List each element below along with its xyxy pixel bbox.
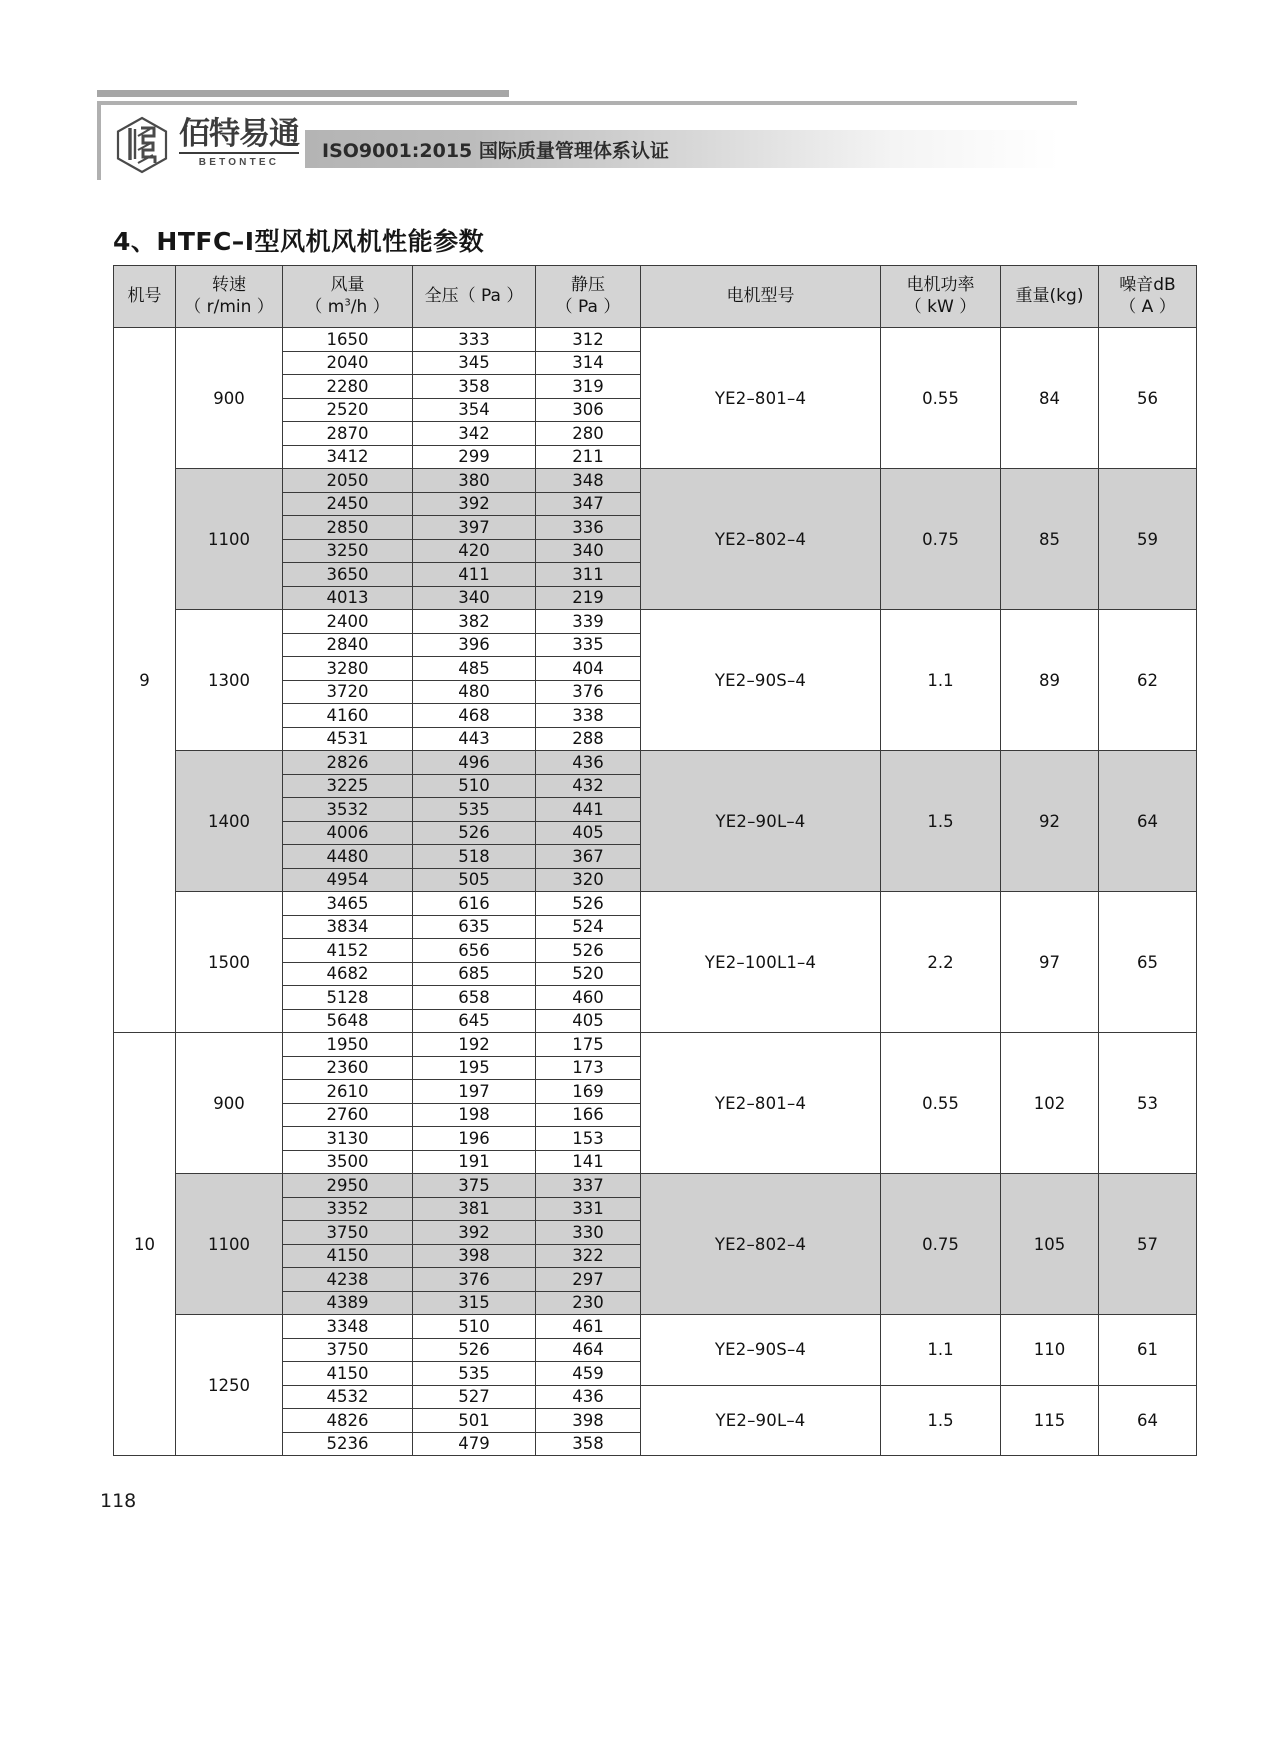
table-row (114, 1174, 1197, 1198)
static-pressure-cell: 348 (536, 469, 641, 493)
total-pressure-cell: 392 (413, 492, 536, 516)
airflow-cell: 5236 (283, 1432, 413, 1456)
airflow-cell: 1650 (283, 328, 413, 352)
noise-cell: 64 (1099, 751, 1197, 892)
total-pressure-cell: 381 (413, 1197, 536, 1221)
motor-model-cell: YE2–90L–4 (641, 751, 881, 892)
static-pressure-cell: 367 (536, 845, 641, 869)
total-pressure-cell: 510 (413, 1315, 536, 1339)
motor-power-cell: 0.55 (881, 328, 1001, 469)
column-header-1 (176, 266, 283, 328)
airflow-cell: 3500 (283, 1150, 413, 1174)
total-pressure-cell: 196 (413, 1127, 536, 1151)
column-header-line2: （ Pa ） (555, 296, 621, 317)
noise-cell: 65 (1099, 892, 1197, 1033)
airflow-cell: 4826 (283, 1409, 413, 1433)
static-pressure-cell: 335 (536, 633, 641, 657)
table-body (114, 328, 1197, 1456)
total-pressure-cell: 380 (413, 469, 536, 493)
static-pressure-cell: 461 (536, 1315, 641, 1339)
airflow-cell: 2850 (283, 516, 413, 540)
header-rule-top (97, 90, 509, 97)
column-header-5 (641, 266, 881, 328)
column-header-7 (1001, 266, 1099, 328)
static-pressure-cell: 464 (536, 1338, 641, 1362)
static-pressure-cell: 306 (536, 398, 641, 422)
weight-cell: 92 (1001, 751, 1099, 892)
airflow-cell: 4238 (283, 1268, 413, 1292)
airflow-cell: 3348 (283, 1315, 413, 1339)
rpm-cell: 1300 (176, 610, 283, 751)
static-pressure-cell: 460 (536, 986, 641, 1010)
weight-cell: 115 (1001, 1385, 1099, 1456)
static-pressure-cell: 288 (536, 727, 641, 751)
rpm-cell: 1400 (176, 751, 283, 892)
rpm-cell: 1100 (176, 1174, 283, 1315)
total-pressure-cell: 198 (413, 1103, 536, 1127)
betontec-logo-icon (113, 116, 171, 174)
column-header-line2: （ $m^3/h$ ） (305, 296, 390, 317)
static-pressure-cell: 339 (536, 610, 641, 634)
airflow-cell: 2840 (283, 633, 413, 657)
airflow-cell: 4150 (283, 1244, 413, 1268)
airflow-cell: 3532 (283, 798, 413, 822)
static-pressure-cell: 166 (536, 1103, 641, 1127)
airflow-cell: 3412 (283, 445, 413, 469)
total-pressure-cell: 658 (413, 986, 536, 1010)
table-header (114, 266, 1197, 328)
static-pressure-cell: 441 (536, 798, 641, 822)
static-pressure-cell: 376 (536, 680, 641, 704)
airflow-cell: 4954 (283, 868, 413, 892)
airflow-cell: 4531 (283, 727, 413, 751)
airflow-cell: 5128 (283, 986, 413, 1010)
static-pressure-cell: 173 (536, 1056, 641, 1080)
airflow-cell: 4480 (283, 845, 413, 869)
total-pressure-cell: 192 (413, 1033, 536, 1057)
airflow-cell: 2040 (283, 351, 413, 375)
static-pressure-cell: 436 (536, 1385, 641, 1409)
static-pressure-cell: 211 (536, 445, 641, 469)
airflow-cell: 2520 (283, 398, 413, 422)
column-header-line1: 电机功率 (906, 274, 975, 295)
iso-certification-banner (305, 130, 1060, 168)
airflow-cell: 2870 (283, 422, 413, 446)
table-row (114, 1033, 1197, 1057)
total-pressure-cell: 656 (413, 939, 536, 963)
total-pressure-cell: 526 (413, 1338, 536, 1362)
motor-model-cell: YE2–801–4 (641, 328, 881, 469)
airflow-cell: 3280 (283, 657, 413, 681)
column-header-line1: 机号 (127, 285, 162, 306)
table-row (114, 1315, 1197, 1339)
static-pressure-cell: 230 (536, 1291, 641, 1315)
motor-power-cell: 0.75 (881, 1174, 1001, 1315)
column-header-8 (1099, 266, 1197, 328)
airflow-cell: 2450 (283, 492, 413, 516)
airflow-cell: 4152 (283, 939, 413, 963)
total-pressure-cell: 299 (413, 445, 536, 469)
total-pressure-cell: 468 (413, 704, 536, 728)
total-pressure-cell: 397 (413, 516, 536, 540)
table-header-row (114, 266, 1197, 328)
rpm-cell: 900 (176, 1033, 283, 1174)
header-rule-left (97, 101, 101, 180)
static-pressure-cell: 153 (536, 1127, 641, 1151)
static-pressure-cell: 405 (536, 1009, 641, 1033)
static-pressure-cell: 314 (536, 351, 641, 375)
total-pressure-cell: 411 (413, 563, 536, 587)
total-pressure-cell: 485 (413, 657, 536, 681)
weight-cell: 84 (1001, 328, 1099, 469)
column-header-line2: （ A ） (1119, 296, 1176, 317)
total-pressure-cell: 375 (413, 1174, 536, 1198)
static-pressure-cell: 526 (536, 892, 641, 916)
motor-model-cell: YE2–90S–4 (641, 610, 881, 751)
column-header-0 (114, 266, 176, 328)
total-pressure-cell: 340 (413, 586, 536, 610)
motor-power-cell: 1.1 (881, 1315, 1001, 1386)
total-pressure-cell: 358 (413, 375, 536, 399)
brand-name-cn: 佰特易通 (179, 116, 299, 152)
airflow-cell: 3130 (283, 1127, 413, 1151)
weight-cell: 105 (1001, 1174, 1099, 1315)
static-pressure-cell: 169 (536, 1080, 641, 1104)
motor-model-cell: YE2–100L1–4 (641, 892, 881, 1033)
table-row (114, 469, 1197, 493)
static-pressure-cell: 330 (536, 1221, 641, 1245)
total-pressure-cell: 685 (413, 962, 536, 986)
machine-number-cell: 9 (114, 328, 176, 1033)
airflow-cell: 2950 (283, 1174, 413, 1198)
airflow-cell: 3720 (283, 680, 413, 704)
airflow-cell: 3352 (283, 1197, 413, 1221)
column-header-line1: 重量(kg) (1015, 285, 1084, 306)
airflow-cell: 2610 (283, 1080, 413, 1104)
static-pressure-cell: 405 (536, 821, 641, 845)
rpm-cell: 900 (176, 328, 283, 469)
weight-cell: 102 (1001, 1033, 1099, 1174)
total-pressure-cell: 398 (413, 1244, 536, 1268)
total-pressure-cell: 535 (413, 798, 536, 822)
noise-cell: 62 (1099, 610, 1197, 751)
airflow-cell: 2360 (283, 1056, 413, 1080)
column-header-line1: 全压（ Pa ） (424, 285, 524, 306)
column-header-6 (881, 266, 1001, 328)
total-pressure-cell: 510 (413, 774, 536, 798)
total-pressure-cell: 376 (413, 1268, 536, 1292)
static-pressure-cell: 311 (536, 563, 641, 587)
airflow-cell: 4013 (283, 586, 413, 610)
column-header-line2: （ kW ） (904, 296, 977, 317)
iso-certification-text: ISO9001:2015 国际质量管理体系认证 (322, 139, 669, 162)
header-rule-long (97, 101, 1077, 105)
airflow-cell: 3225 (283, 774, 413, 798)
motor-power-cell: 0.55 (881, 1033, 1001, 1174)
static-pressure-cell: 526 (536, 939, 641, 963)
static-pressure-cell: 141 (536, 1150, 641, 1174)
noise-cell: 59 (1099, 469, 1197, 610)
column-header-4 (536, 266, 641, 328)
airflow-cell: 3834 (283, 915, 413, 939)
static-pressure-cell: 524 (536, 915, 641, 939)
brand-wordmark (179, 116, 299, 168)
column-header-line1: 转速 (212, 274, 246, 295)
weight-cell: 85 (1001, 469, 1099, 610)
airflow-cell: 1950 (283, 1033, 413, 1057)
fan-performance-table (113, 265, 1197, 1456)
airflow-cell: 3465 (283, 892, 413, 916)
static-pressure-cell: 280 (536, 422, 641, 446)
static-pressure-cell: 319 (536, 375, 641, 399)
column-header-line1: 静压 (571, 274, 605, 295)
rpm-cell: 1250 (176, 1315, 283, 1456)
static-pressure-cell: 358 (536, 1432, 641, 1456)
motor-power-cell: 2.2 (881, 892, 1001, 1033)
static-pressure-cell: 337 (536, 1174, 641, 1198)
total-pressure-cell: 197 (413, 1080, 536, 1104)
total-pressure-cell: 645 (413, 1009, 536, 1033)
total-pressure-cell: 501 (413, 1409, 536, 1433)
airflow-cell: 4532 (283, 1385, 413, 1409)
column-header-line1: 噪音dB (1119, 274, 1176, 295)
total-pressure-cell: 191 (413, 1150, 536, 1174)
total-pressure-cell: 518 (413, 845, 536, 869)
total-pressure-cell: 392 (413, 1221, 536, 1245)
total-pressure-cell: 354 (413, 398, 536, 422)
motor-power-cell: 1.5 (881, 1385, 1001, 1456)
total-pressure-cell: 496 (413, 751, 536, 775)
airflow-cell: 3250 (283, 539, 413, 563)
weight-cell: 110 (1001, 1315, 1099, 1386)
airflow-cell: 3750 (283, 1221, 413, 1245)
total-pressure-cell: 527 (413, 1385, 536, 1409)
weight-cell: 97 (1001, 892, 1099, 1033)
static-pressure-cell: 297 (536, 1268, 641, 1292)
static-pressure-cell: 175 (536, 1033, 641, 1057)
static-pressure-cell: 404 (536, 657, 641, 681)
motor-model-cell: YE2–801–4 (641, 1033, 881, 1174)
airflow-cell: 4389 (283, 1291, 413, 1315)
rpm-cell: 1500 (176, 892, 283, 1033)
table-row (114, 610, 1197, 634)
airflow-cell: 4682 (283, 962, 413, 986)
motor-power-cell: 1.1 (881, 610, 1001, 751)
static-pressure-cell: 436 (536, 751, 641, 775)
column-header-3 (413, 266, 536, 328)
motor-model-cell: YE2–802–4 (641, 469, 881, 610)
airflow-cell: 3650 (283, 563, 413, 587)
machine-number-cell: 10 (114, 1033, 176, 1456)
column-header-line1: 电机型号 (726, 285, 795, 306)
airflow-cell: 2826 (283, 751, 413, 775)
total-pressure-cell: 420 (413, 539, 536, 563)
page-title: 4、HTFC–I型风机风机性能参数 (113, 227, 485, 256)
total-pressure-cell: 382 (413, 610, 536, 634)
static-pressure-cell: 219 (536, 586, 641, 610)
column-header-line2: （ r/min ） (184, 296, 274, 317)
airflow-cell: 5648 (283, 1009, 413, 1033)
total-pressure-cell: 342 (413, 422, 536, 446)
static-pressure-cell: 347 (536, 492, 641, 516)
table-row (114, 328, 1197, 352)
brand-name-en: BETONTEC (198, 156, 280, 168)
airflow-cell: 2050 (283, 469, 413, 493)
column-header-line1: 风量 (330, 274, 365, 295)
motor-power-cell: 0.75 (881, 469, 1001, 610)
total-pressure-cell: 526 (413, 821, 536, 845)
performance-table-container (113, 265, 1176, 1456)
weight-cell: 89 (1001, 610, 1099, 751)
static-pressure-cell: 459 (536, 1362, 641, 1386)
total-pressure-cell: 315 (413, 1291, 536, 1315)
brand-block (113, 116, 299, 174)
static-pressure-cell: 331 (536, 1197, 641, 1221)
static-pressure-cell: 340 (536, 539, 641, 563)
noise-cell: 56 (1099, 328, 1197, 469)
static-pressure-cell: 338 (536, 704, 641, 728)
static-pressure-cell: 320 (536, 868, 641, 892)
table-row (114, 892, 1197, 916)
total-pressure-cell: 396 (413, 633, 536, 657)
noise-cell: 61 (1099, 1315, 1197, 1386)
noise-cell: 53 (1099, 1033, 1197, 1174)
total-pressure-cell: 505 (413, 868, 536, 892)
total-pressure-cell: 635 (413, 915, 536, 939)
motor-model-cell: YE2–90L–4 (641, 1385, 881, 1456)
airflow-cell: 2280 (283, 375, 413, 399)
total-pressure-cell: 616 (413, 892, 536, 916)
motor-model-cell: YE2–802–4 (641, 1174, 881, 1315)
total-pressure-cell: 479 (413, 1432, 536, 1456)
static-pressure-cell: 336 (536, 516, 641, 540)
column-header-2 (283, 266, 413, 328)
total-pressure-cell: 535 (413, 1362, 536, 1386)
total-pressure-cell: 443 (413, 727, 536, 751)
rpm-cell: 1100 (176, 469, 283, 610)
page-number: 118 (100, 1490, 137, 1512)
total-pressure-cell: 480 (413, 680, 536, 704)
noise-cell: 64 (1099, 1385, 1197, 1456)
static-pressure-cell: 432 (536, 774, 641, 798)
static-pressure-cell: 520 (536, 962, 641, 986)
airflow-cell: 3750 (283, 1338, 413, 1362)
page-header (0, 0, 1276, 210)
airflow-cell: 2400 (283, 610, 413, 634)
static-pressure-cell: 312 (536, 328, 641, 352)
airflow-cell: 4150 (283, 1362, 413, 1386)
motor-power-cell: 1.5 (881, 751, 1001, 892)
total-pressure-cell: 195 (413, 1056, 536, 1080)
airflow-cell: 4006 (283, 821, 413, 845)
table-row (114, 751, 1197, 775)
airflow-cell: 4160 (283, 704, 413, 728)
motor-model-cell: YE2–90S–4 (641, 1315, 881, 1386)
airflow-cell: 2760 (283, 1103, 413, 1127)
static-pressure-cell: 398 (536, 1409, 641, 1433)
total-pressure-cell: 345 (413, 351, 536, 375)
noise-cell: 57 (1099, 1174, 1197, 1315)
total-pressure-cell: 333 (413, 328, 536, 352)
static-pressure-cell: 322 (536, 1244, 641, 1268)
